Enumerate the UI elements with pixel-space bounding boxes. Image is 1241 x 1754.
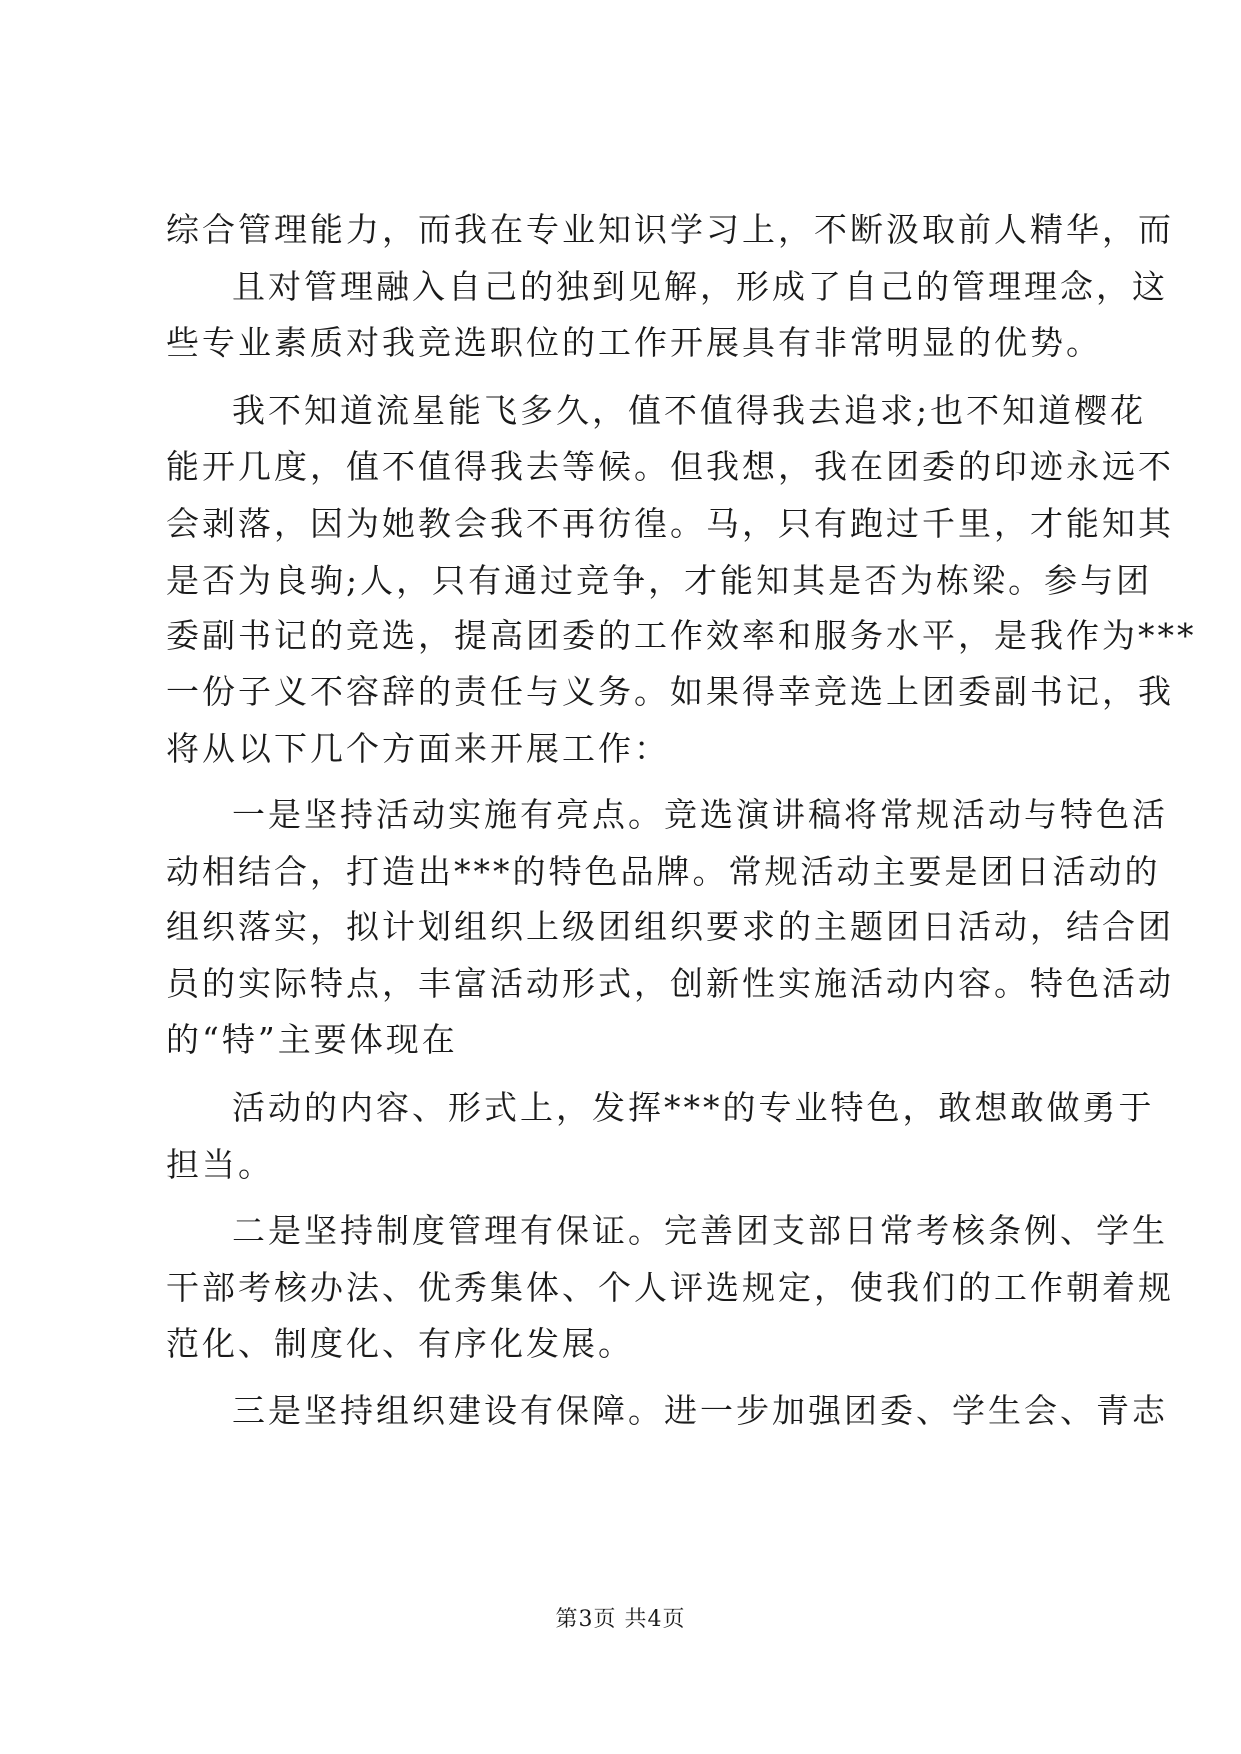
text-line: 我不知道流星能飞多久，值不值得我去追求;也不知道樱花 <box>232 391 1147 430</box>
text-line: 些专业素质对我竞选职位的工作开展具有非常明显的优势。 <box>166 323 1102 362</box>
text-line: 二是坚持制度管理有保证。完善团支部日常考核条例、学生 <box>232 1211 1168 1250</box>
text-line: 活动的内容、形式上，发挥***的专业特色，敢想敢做勇于 <box>232 1088 1155 1127</box>
text-line: 是否为良驹;人，只有通过竞争，才能知其是否为栋梁。参与团 <box>166 561 1153 600</box>
text-line: 委副书记的竞选，提高团委的工作效率和服务水平，是我作为*** <box>166 616 1197 655</box>
text-line: 一份子义不容辞的责任与义务。如果得幸竞选上团委副书记，我 <box>166 672 1174 711</box>
text-line: 员的实际特点，丰富活动形式，创新性实施活动内容。特色活动 <box>166 964 1174 1003</box>
text-line: 综合管理能力，而我在专业知识学习上，不断汲取前人精华，而 <box>166 210 1174 249</box>
text-line: 范化、制度化、有序化发展。 <box>166 1324 634 1363</box>
text-line: 动相结合，打造出***的特色品牌。常规活动主要是团日活动的 <box>166 852 1161 891</box>
text-line: 一是坚持活动实施有亮点。竞选演讲稿将常规活动与特色活 <box>232 795 1168 834</box>
text-line: 三是坚持组织建设有保障。进一步加强团委、学生会、青志 <box>232 1391 1168 1430</box>
text-line: 组织落实，拟计划组织上级团组织要求的主题团日活动，结合团 <box>166 907 1174 946</box>
text-line: 干部考核办法、优秀集体、个人评选规定，使我们的工作朝着规 <box>166 1268 1174 1307</box>
text-line: 将从以下几个方面来开展工作： <box>166 729 670 768</box>
text-line: 且对管理融入自己的独到见解，形成了自己的管理理念，这 <box>232 267 1168 306</box>
text-line: 担当。 <box>166 1145 274 1184</box>
text-line: 能开几度，值不值得我去等候。但我想，我在团委的印迹永远不 <box>166 447 1174 486</box>
text-line: 会剥落，因为她教会我不再彷徨。马，只有跑过千里，才能知其 <box>166 504 1174 543</box>
text-line: 的“特”主要体现在 <box>166 1020 458 1059</box>
page-number-footer: 第3页 共4页 <box>555 1607 686 1632</box>
